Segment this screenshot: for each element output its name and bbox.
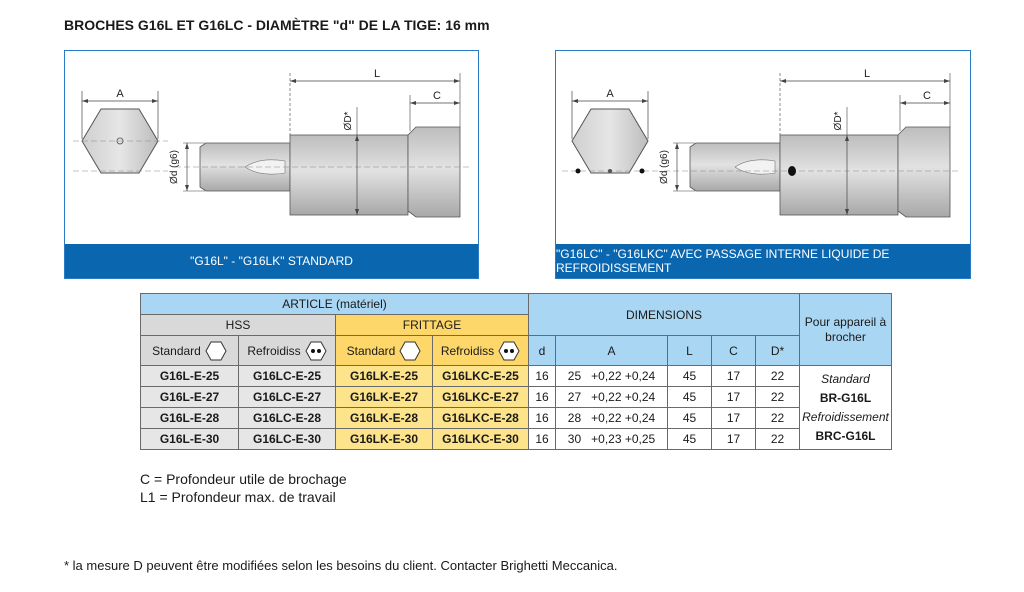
col-c: C <box>712 336 756 366</box>
table-row: G16L-E-25 G16LC-E-25 G16LK-E-25 G16LKC-E-25 16 25 +0,22 +0,24 45 17 22 Standard BR-G16L Refroidissement BRC-G16L <box>141 366 892 387</box>
drawing-panel-standard <box>64 50 479 279</box>
table-row: G16L-E-28 G16LC-E-28 G16LK-E-28 G16LKC-E-28 16 28 +0,22 +0,24 45 17 22 <box>141 408 892 429</box>
dim-label-d: Ød (g6) <box>659 150 670 184</box>
broach-drawing-cooling <box>556 51 970 246</box>
note-c: C = Profondeur utile de brochage <box>140 471 347 487</box>
frittage-standard-header: Standard <box>336 336 433 366</box>
dim-label-a: A <box>606 88 614 100</box>
dim-label-a: A <box>116 88 124 100</box>
col-a: A <box>556 336 668 366</box>
dim-label-l: L <box>373 68 381 80</box>
article-header: ARTICLE (matériel) <box>141 294 529 315</box>
broach-drawing-standard <box>65 51 478 246</box>
footnote: * la mesure D peuvent être modifiées selon les besoins du client. Contacter Brighetti Meccanica. <box>64 558 618 573</box>
panel-caption: "G16LC" - "G16LKC" AVEC PASSAGE INTERNE LIQUIDE DE REFROIDISSEMENT <box>556 244 970 278</box>
frittage-header: FRITTAGE <box>336 315 529 336</box>
table-row: G16L-E-27 G16LC-E-27 G16LK-E-27 G16LKC-E-27 16 27 +0,22 +0,24 45 17 22 <box>141 387 892 408</box>
col-l: L <box>668 336 712 366</box>
note-l1: L1 = Profondeur max. de travail <box>140 489 336 505</box>
dim-label-l: L <box>863 68 871 80</box>
dimensions-header: DIMENSIONS <box>529 294 800 336</box>
frittage-refroid-header: Refroidiss <box>433 336 529 366</box>
notes <box>140 470 347 506</box>
hss-standard-header: Standard <box>141 336 239 366</box>
appareil-header: Pour appareil à brocher <box>800 294 892 366</box>
drawing-panel-cooling <box>555 50 971 279</box>
hss-refroid-header: Refroidiss <box>239 336 336 366</box>
hexagon-dots-icon <box>498 341 520 361</box>
dim-label-bigd: ØD* <box>343 111 354 131</box>
dim-label-d: Ød (g6) <box>169 150 180 184</box>
col-d: d <box>529 336 556 366</box>
dim-label-bigd: ØD* <box>833 111 844 131</box>
appareil-cell: Standard BR-G16L Refroidissement BRC-G16L <box>800 366 892 450</box>
dim-label-c: C <box>433 90 441 102</box>
dim-label-c: C <box>923 90 931 102</box>
col-bigd: D* <box>756 336 800 366</box>
hexagon-icon <box>399 341 421 361</box>
table-row: G16L-E-30 G16LC-E-30 G16LK-E-30 G16LKC-E-30 16 30 +0,23 +0,25 45 17 22 <box>141 429 892 450</box>
hss-header: HSS <box>141 315 336 336</box>
panel-caption: "G16L" - "G16LK" STANDARD <box>65 244 478 278</box>
hexagon-icon <box>205 341 227 361</box>
spec-table <box>140 293 892 450</box>
page-title: BROCHES G16L ET G16LC - DIAMÈTRE "d" DE LA TIGE: 16 mm <box>64 17 490 33</box>
hexagon-dots-icon <box>305 341 327 361</box>
